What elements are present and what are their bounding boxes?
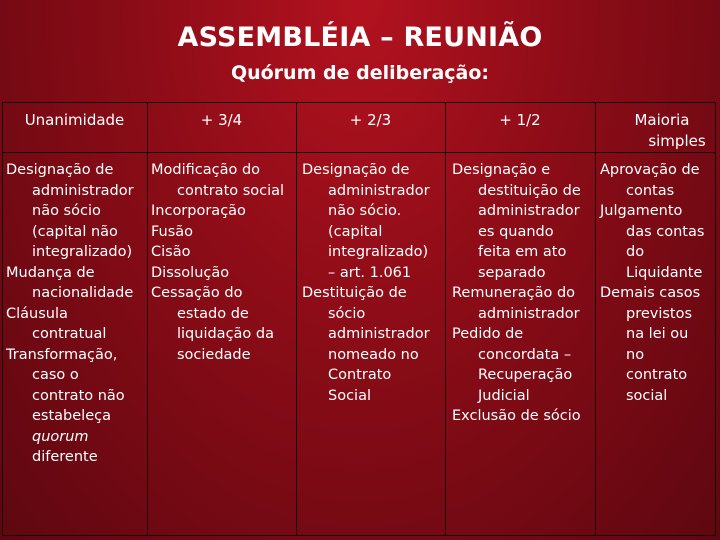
header-unanimidade: [4, 110, 145, 131]
list-item-line: contrato não: [32, 387, 125, 404]
table-column-divider: [296, 102, 297, 536]
header-label: + 1/2: [499, 111, 541, 129]
list-item-line: separado: [478, 264, 546, 281]
list-item-line: sócio: [328, 305, 366, 322]
header-label: + 2/3: [349, 111, 392, 129]
list-item-line: Social: [328, 387, 371, 404]
list-item-line: – art. 1.061: [328, 264, 412, 281]
table-header-divider: [2, 152, 716, 153]
header-label: + 3/4: [200, 111, 243, 129]
table-column-divider: [2, 102, 3, 536]
header-maioria-simples: [597, 110, 713, 152]
list-item-line: Designação e: [452, 162, 551, 178]
column-two-thirds: [302, 160, 444, 406]
list-item-line: Pedido de: [452, 326, 524, 342]
list-item-line: Julgamento: [600, 203, 683, 219]
list-item-line: Modificação do: [151, 162, 261, 178]
header-one-half: [447, 110, 593, 131]
list-item-line: administrador: [328, 182, 430, 199]
table-column-divider: [715, 102, 716, 536]
list-item-line: não sócio: [32, 203, 101, 219]
list-item-line: feita em ato: [478, 244, 567, 260]
list-item-line: (capital: [328, 223, 383, 240]
list-item-line: integralizado): [328, 244, 429, 260]
list-item-line: sociedade: [177, 346, 251, 363]
header-label: simples: [648, 132, 706, 150]
list-item-line: das contas: [626, 223, 705, 240]
list-item-line: Incorporação: [151, 203, 246, 219]
list-item-line: caso o: [32, 367, 79, 383]
header-label: Maioria: [634, 111, 690, 129]
list-item-line: Cisão: [151, 244, 191, 260]
page-subtitle: Quórum de deliberação:: [230, 62, 490, 84]
list-item-line: no: [626, 346, 645, 363]
column-maioria-simples: [600, 160, 714, 406]
list-item-line: administrador: [478, 305, 580, 322]
list-item-line: Cessação do: [151, 285, 243, 301]
list-item-line: não sócio.: [328, 203, 402, 219]
table-column-divider: [445, 102, 446, 536]
list-item-line: Cláusula: [6, 305, 68, 322]
list-item-line: es quando: [478, 223, 554, 240]
list-item-line: Designação de: [6, 162, 114, 178]
list-item-line: na lei ou: [626, 326, 689, 342]
table-bottom-border: [2, 535, 716, 536]
list-item-line: estabeleça: [32, 408, 111, 424]
list-item-line: quorum: [32, 428, 89, 445]
list-item-line: social: [626, 387, 668, 404]
list-item-line: Recuperação: [478, 367, 573, 383]
list-item-line: Exclusão de sócio: [452, 408, 581, 424]
list-item-line: contas: [626, 182, 675, 199]
table-column-divider: [595, 102, 596, 536]
list-item-line: liquidação da: [177, 326, 274, 342]
column-one-half: [452, 160, 594, 427]
list-item-line: do: [626, 244, 645, 260]
header-two-thirds: [298, 110, 443, 131]
header-three-quarters: [149, 110, 294, 131]
list-item-line: (capital não: [32, 223, 118, 240]
list-item-line: nacionalidade: [32, 285, 134, 301]
list-item-line: Judicial: [478, 387, 530, 404]
list-item-line: Designação de: [302, 162, 410, 178]
list-item-line: destituição de: [478, 182, 581, 199]
list-item-line: administrador: [478, 203, 580, 219]
list-item-line: estado de: [177, 305, 249, 322]
list-item-line: contratual: [32, 326, 107, 342]
list-item-line: Transformação,: [6, 346, 118, 363]
table-column-divider: [147, 102, 148, 536]
list-item-line: contrato: [626, 367, 688, 383]
quorum-table: [2, 102, 716, 536]
header-label: Unanimidade: [24, 111, 125, 129]
list-item-line: Aprovação de: [600, 162, 700, 178]
list-item-line: contrato social: [177, 182, 285, 199]
list-item-line: Remuneração do: [452, 285, 576, 301]
list-item-line: Dissolução: [151, 264, 230, 281]
list-item-line: diferente: [32, 449, 98, 465]
list-item-line: Contrato: [328, 367, 392, 383]
list-item-line: nomeado no: [328, 346, 419, 363]
list-item-line: Destituição de: [302, 285, 407, 301]
list-item-line: Demais casos: [600, 285, 701, 301]
list-item-line: concordata –: [478, 346, 572, 363]
list-item-line: previstos: [626, 305, 693, 322]
list-item-line: Liquidante: [626, 264, 703, 281]
column-unanimidade: [6, 160, 146, 468]
list-item-line: administrador: [32, 182, 134, 199]
page-title: ASSEMBLÉIA – REUNIÃO: [177, 22, 543, 53]
list-item-line: administrador: [328, 326, 430, 342]
list-item-line: Mudança de: [6, 264, 95, 281]
list-item-line: Fusão: [151, 223, 194, 240]
column-three-quarters: [151, 160, 295, 365]
table-top-border: [2, 102, 716, 103]
list-item-line: integralizado): [32, 244, 133, 260]
